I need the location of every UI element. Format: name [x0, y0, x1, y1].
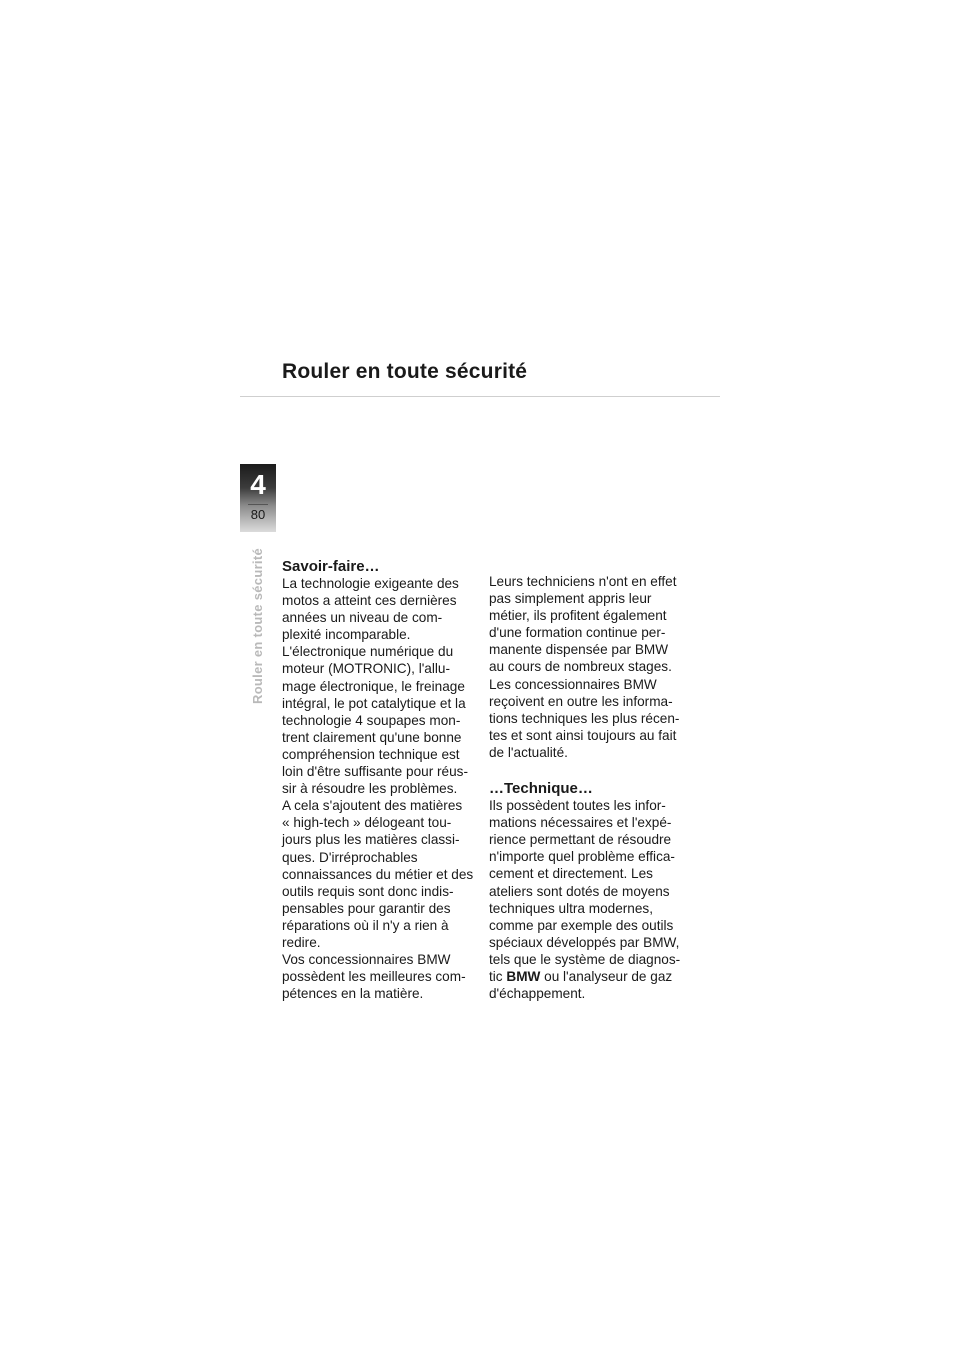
left-column: [282, 558, 482, 1002]
text-line: plexité incomparable.: [282, 627, 411, 643]
title-divider: [240, 396, 720, 397]
text-line: L'électronique numérique du: [282, 644, 454, 660]
text-fragment: tic: [489, 968, 507, 984]
text-line: réparations où il n'y a rien à: [282, 917, 449, 933]
text-line: Ils possèdent toutes les infor-: [489, 798, 666, 814]
text-line: redire.: [282, 934, 321, 950]
text-line: « high-tech » délogeant tou-: [282, 815, 452, 831]
text-line: Les concessionnaires BMW: [489, 676, 657, 692]
bmw-emphasis: BMW: [506, 968, 541, 984]
text-line: métier, ils profitent également: [489, 608, 667, 624]
section-gap: [489, 761, 689, 780]
page-title: Rouler en toute sécurité: [282, 360, 528, 383]
page-number: 80: [250, 507, 266, 522]
text-line: possèdent les meilleures com-: [282, 969, 466, 985]
text-line: connaissances du métier et des: [282, 866, 474, 882]
text-line: pétences en la matière.: [282, 986, 424, 1002]
text-line: pas simplement appris leur: [489, 591, 652, 607]
text-line: au cours de nombreux stages.: [489, 659, 672, 675]
text-fragment: ou l'analyseur de gaz: [540, 968, 673, 984]
text-line: ques. D'irréprochables: [282, 849, 418, 865]
text-line: manente dispensée par BMW: [489, 642, 669, 658]
text-line: jours plus les matières classi-: [282, 832, 460, 848]
text-line: comme par exemple des outils: [489, 917, 674, 933]
text-line: technologie 4 soupapes mon-: [282, 712, 461, 728]
left-column-text: [282, 575, 482, 1002]
side-chapter-label: Rouler en toute sécurité: [250, 548, 265, 705]
text-line: d'échappement.: [489, 986, 586, 1002]
right-column: [489, 573, 689, 1002]
text-line: cement et directement. Les: [489, 866, 653, 882]
text-line: loin d'être suffisante pour réus-: [282, 764, 468, 780]
text-line: Vos concessionnaires BMW: [282, 952, 451, 968]
text-line: outils requis sont donc indis-: [282, 883, 454, 899]
section-heading-technique: …Technique…: [489, 780, 593, 798]
text-line: Leurs techniciens n'ont en effet: [489, 574, 677, 589]
text-line: motos a atteint ces dernières: [282, 593, 457, 609]
right-column-text-bottom: [489, 797, 689, 968]
chapter-tab-divider: [248, 504, 268, 505]
text-line: n'importe quel problème effica-: [489, 849, 675, 865]
text-line: tions techniques les plus récen-: [489, 710, 680, 726]
text-line: spéciaux développés par BMW,: [489, 934, 680, 950]
text-line: La technologie exigeante des: [282, 576, 459, 591]
text-line: années un niveau de com-: [282, 610, 443, 626]
text-line-bmw: [489, 968, 689, 985]
section-heading-savoir-faire: Savoir-faire…: [282, 558, 380, 575]
chapter-number: 4: [250, 469, 266, 500]
text-line: rience permettant de résoudre: [489, 832, 672, 848]
text-line: reçoivent en outre les informa-: [489, 693, 673, 709]
text-line: tes et sont ainsi toujours au fait: [489, 727, 677, 743]
text-line: trent clairement qu'une bonne: [282, 729, 462, 745]
text-line: ateliers sont dotés de moyens: [489, 883, 670, 899]
text-line: A cela s'ajoutent des matières: [282, 798, 463, 814]
text-line: sir à résoudre les problèmes.: [282, 781, 458, 797]
text-line: mations nécessaires et l'expé-: [489, 815, 672, 831]
text-line: pensables pour garantir des: [282, 900, 451, 916]
text-line: intégral, le pot catalytique et la: [282, 695, 466, 711]
text-line: d'une formation continue per-: [489, 625, 666, 641]
text-line: de l'actualité.: [489, 744, 568, 760]
text-line: mage électronique, le freinage: [282, 678, 465, 694]
chapter-tab: [240, 464, 276, 532]
text-line: compréhension technique est: [282, 746, 460, 762]
text-line: techniques ultra modernes,: [489, 900, 653, 916]
text-line: moteur (MOTRONIC), l'allu-: [282, 661, 450, 677]
text-line: tels que le système de diagnos-: [489, 951, 681, 967]
right-column-text-top: [489, 573, 689, 761]
